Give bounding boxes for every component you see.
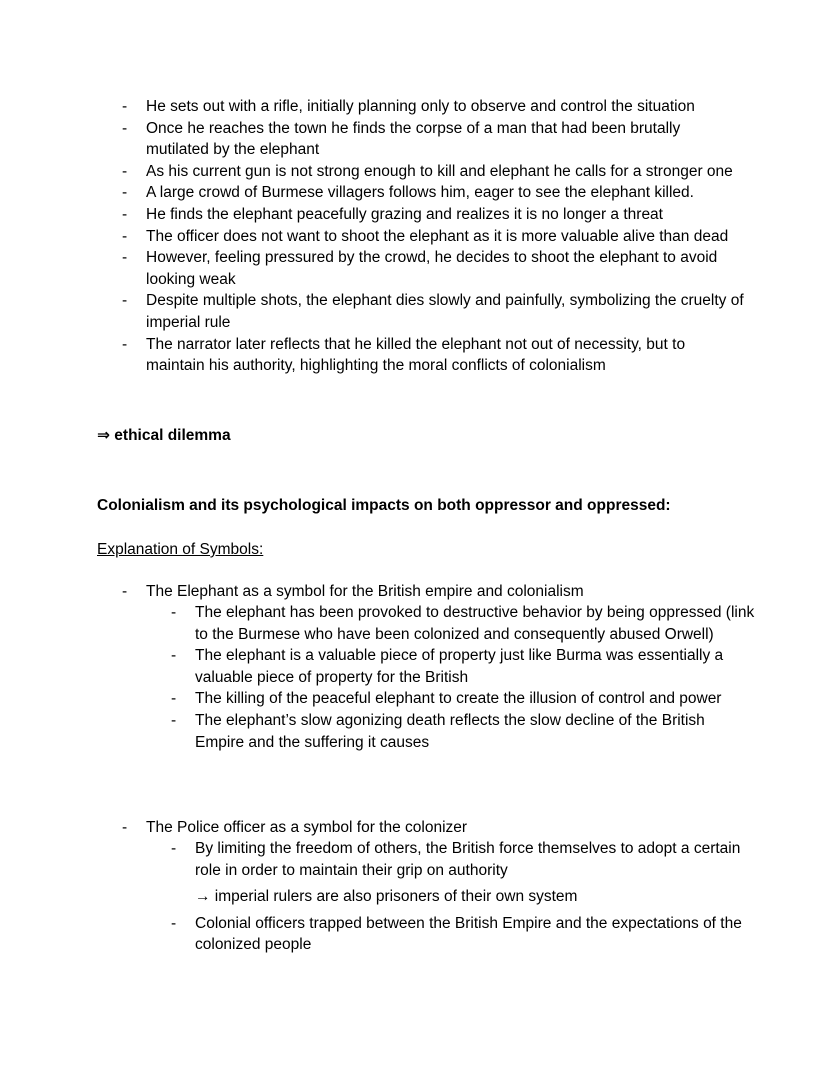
list-item: - However, feeling pressured by the crowd, he decides to shoot the elephant to avoid looking weak: [146, 247, 746, 290]
list-item: - The elephant is a valuable piece of property just like Burma was essentially a valuable piece of property for the British: [195, 645, 755, 688]
list-item: - The officer does not want to shoot the elephant as it is more valuable alive than dead: [146, 226, 746, 248]
conclusion-line: ⇒ ethical dilemma: [97, 427, 231, 444]
elephant-symbol-title: - The Elephant as a symbol for the British empire and colonialism: [146, 581, 584, 603]
list-item: - Despite multiple shots, the elephant dies slowly and painfully, symbolizing the cruelty of imperial rule: [146, 290, 746, 333]
officer-symbol-title: - The Police officer as a symbol for the colonizer: [146, 817, 467, 839]
list-item: - Once he reaches the town he finds the corpse of a man that had been brutally mutilated by the elephant: [146, 118, 746, 161]
arrow-note: → imperial rulers are also prisoners of their own system: [195, 888, 578, 906]
officer-symbol-points: [195, 838, 755, 956]
elephant-symbol-points: [195, 602, 755, 753]
list-item: - The narrator later reflects that he killed the elephant not out of necessity, but to maintain his authority, highlighting the moral conflicts of colonialism: [146, 334, 746, 377]
list-item: - A large crowd of Burmese villagers follows him, eager to see the elephant killed.: [146, 182, 746, 204]
list-item: - The elephant has been provoked to destructive behavior by being oppressed (link to the Burmese who have been colonized and consequently abused Orwell): [195, 602, 755, 645]
list-item: - The elephant’s slow agonizing death reflects the slow decline of the British Empire and the suffering it causes: [195, 710, 755, 753]
plot-summary-list: [146, 96, 746, 377]
list-item: - By limiting the freedom of others, the British force themselves to adopt a certain role in order to maintain their grip on authority: [195, 838, 755, 881]
section-heading: Colonialism and its psychological impacts on both oppressor and oppressed:: [97, 497, 671, 514]
list-item: - The killing of the peaceful elephant to create the illusion of control and power: [195, 688, 755, 710]
list-item: - As his current gun is not strong enough to kill and elephant he calls for a stronger one: [146, 161, 746, 183]
list-item: - He finds the elephant peacefully grazing and realizes it is no longer a threat: [146, 204, 746, 226]
symbols-subheading: Explanation of Symbols:: [97, 541, 264, 558]
list-item: - Colonial officers trapped between the British Empire and the expectations of the colonized people: [195, 913, 755, 956]
list-item: - He sets out with a rifle, initially planning only to observe and control the situation: [146, 96, 746, 118]
